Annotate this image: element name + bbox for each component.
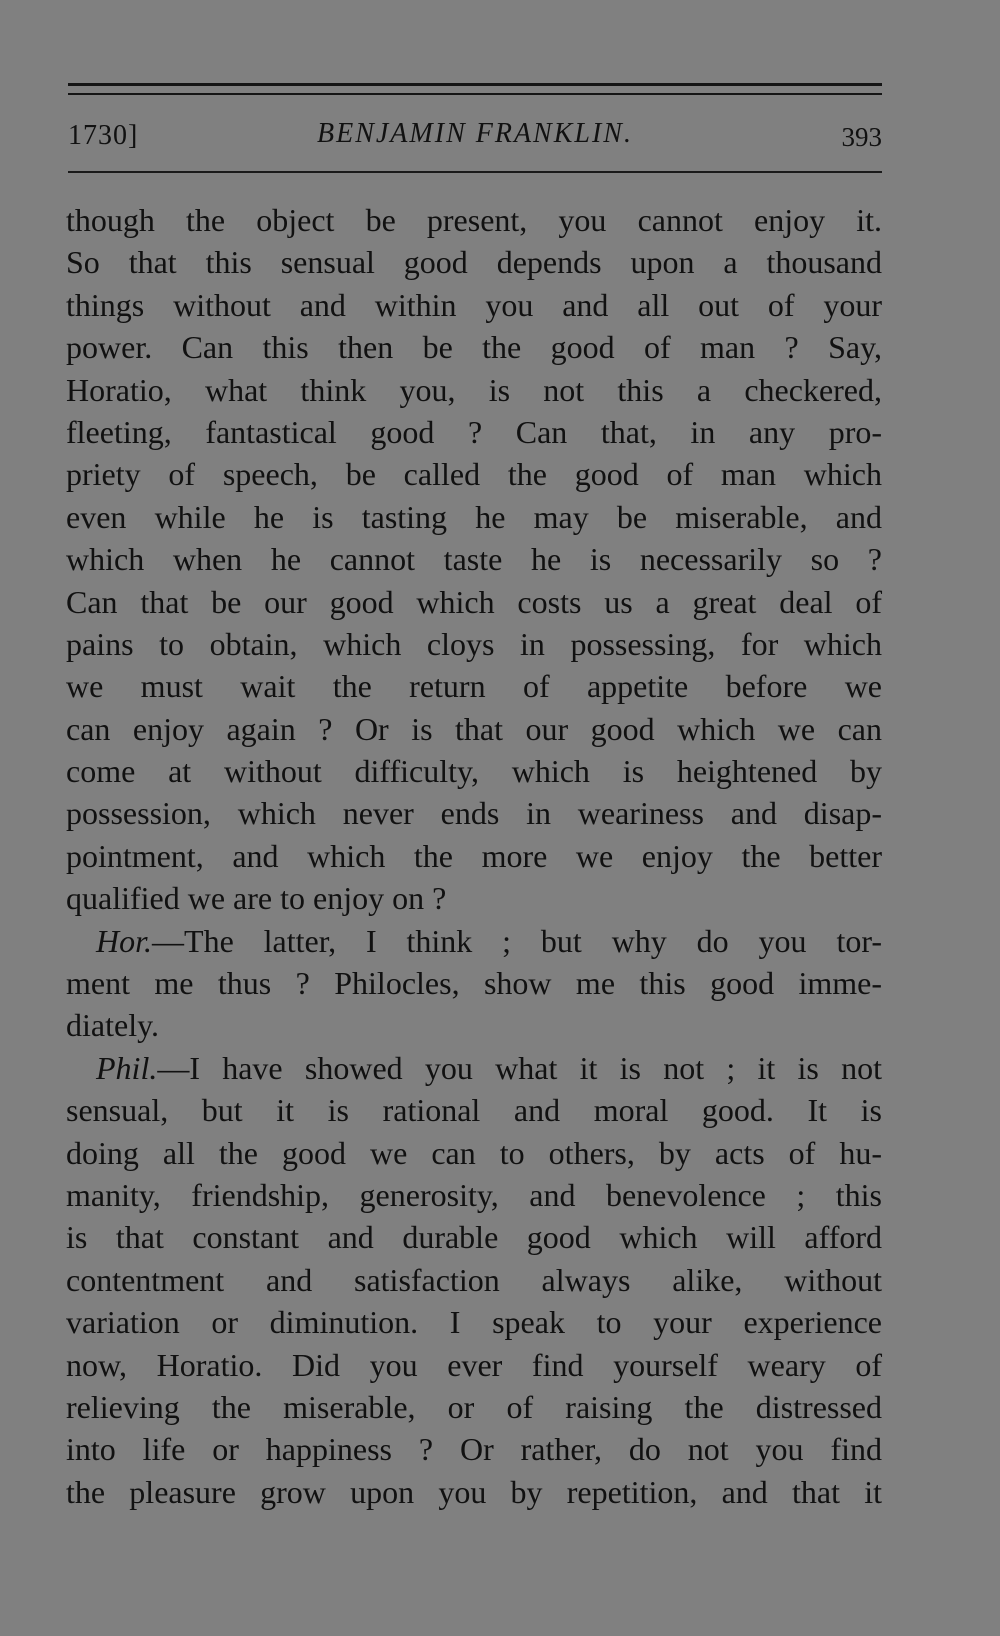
text-line: diately.: [66, 1007, 159, 1044]
hor-speech-text: —The latter, I think ; but why do you tor-: [152, 922, 882, 959]
text-line: Horatio, what think you, is not this a checkered,: [66, 371, 882, 408]
text-line: manity, friendship, generosity, and benevolence ; this: [66, 1176, 882, 1213]
text-line: pointment, and which the more we enjoy the better: [66, 837, 882, 874]
text-line: sensual, but it is rational and moral good. It is: [66, 1092, 882, 1129]
phil-speech-text: —I have showed you what it is not ; it is not: [157, 1049, 882, 1086]
speaker-hor: Hor.: [96, 922, 153, 959]
text-line: can enjoy again ? Or is that our good which we can: [66, 710, 882, 747]
text-line: qualified we are to enjoy on ?: [66, 880, 447, 917]
text-line: fleeting, fantastical good ? Can that, in any pro-: [66, 413, 882, 450]
text-line: Can that be our good which costs us a great deal of: [66, 583, 882, 620]
text-line: though the object be present, you cannot enjoy it.: [66, 202, 882, 238]
text-line: contentment and satisfaction always alike, without: [66, 1261, 882, 1298]
text-line: now, Horatio. Did you ever find yourself weary of: [66, 1346, 882, 1383]
running-head-title: BENJAMIN FRANKLIN.: [317, 118, 633, 149]
speaker-phil: Phil.: [96, 1049, 158, 1086]
header-rule: [68, 171, 882, 173]
text-line: even while he is tasting he may be miserable, and: [66, 498, 882, 535]
text-line: things without and within you and all out of your: [66, 286, 882, 323]
text-line: priety of speech, be called the good of man which: [66, 456, 882, 493]
text-line: the pleasure grow upon you by repetition, and that it: [66, 1473, 882, 1510]
phil-speech-first-line: [66, 1047, 882, 1089]
top-double-rule-lower: [68, 93, 882, 95]
body-text: [66, 199, 882, 1513]
text-line: variation or diminution. I speak to your experience: [66, 1304, 882, 1341]
text-line: pains to obtain, which cloys in possessing, for which: [66, 625, 882, 662]
text-line: relieving the miserable, or of raising the distressed: [66, 1388, 882, 1425]
text-line: doing all the good we can to others, by acts of hu-: [66, 1134, 882, 1171]
hor-speech-first-line: [66, 920, 882, 962]
text-line: come at without difficulty, which is heightened by: [66, 753, 882, 790]
text-line: ment me thus ? Philocles, show me this good imme-: [66, 965, 882, 1002]
top-double-rule-upper: [68, 83, 882, 86]
text-line: into life or happiness ? Or rather, do not you find: [66, 1431, 882, 1468]
text-line: So that this sensual good depends upon a thousand: [66, 244, 882, 281]
text-line: is that constant and durable good which will afford: [66, 1219, 882, 1256]
text-line: possession, which never ends in weariness and disap-: [66, 795, 882, 832]
text-line: we must wait the return of appetite before we: [66, 668, 882, 705]
running-head: [68, 110, 882, 160]
running-head-year: 1730]: [68, 120, 139, 151]
text-line: which when he cannot taste he is necessarily so ?: [66, 541, 882, 578]
text-line: power. Can this then be the good of man ? Say,: [66, 329, 882, 366]
page-number: 393: [841, 122, 882, 152]
